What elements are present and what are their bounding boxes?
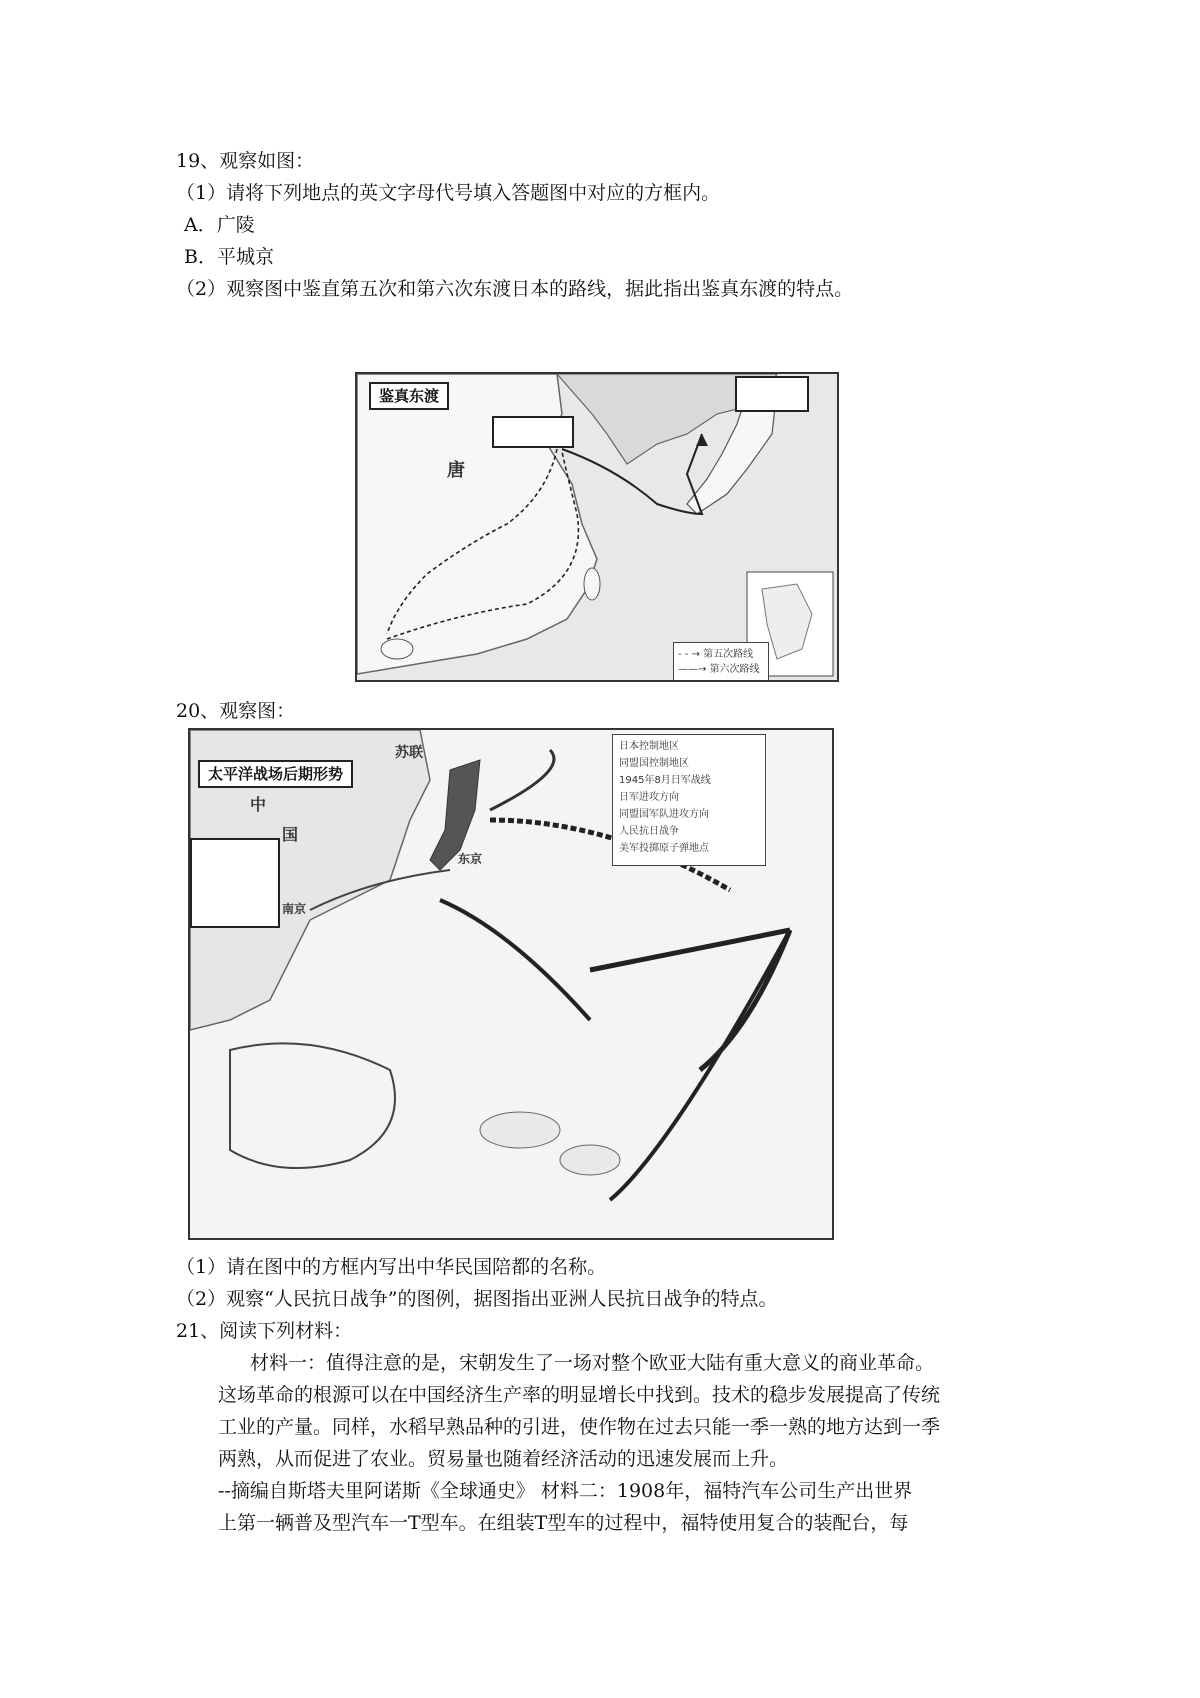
q21-line-5: --摘编自斯塔夫里阿诺斯《全球通史》 材料二：1908年，福特汽车公司生产出世界	[218, 1480, 913, 1502]
jianzhen-map-drawing	[357, 374, 837, 680]
legend-japan-attack: 日军进攻方向	[619, 792, 679, 803]
map-label-ussr: 苏联	[395, 745, 423, 761]
jianzhen-map	[355, 372, 839, 682]
q19-heading: 19、观察如图：	[176, 150, 315, 172]
q20-part1: （1）请在图中的方框内写出中华民国陪都的名称。	[176, 1256, 607, 1278]
jianzhen-map-title: 鉴真东渡	[369, 382, 449, 410]
pacific-war-map	[188, 728, 834, 1240]
map-label-guo: 国	[282, 825, 299, 844]
q21-line-6: 上第一辆普及型汽车一T型车。在组装T型车的过程中，福特使用复合的装配台，每	[218, 1512, 909, 1534]
answer-box-a[interactable]	[492, 416, 574, 448]
legend-japan-controlled: 日本控制地区	[619, 741, 679, 752]
legend-atomic-bomb: 美军投掷原子弹地点	[619, 843, 709, 854]
q20-heading: 20、观察图：	[176, 700, 296, 722]
q21-line-1: 材料一：值得注意的是，宋朝发生了一场对整个欧亚大陆有重大意义的商业革命。	[250, 1352, 935, 1374]
legend-route-6: ——→ 第六次路线	[678, 664, 760, 675]
legend-allied-controlled: 同盟国控制地区	[619, 758, 689, 769]
answer-box-b[interactable]	[735, 376, 809, 412]
answer-box-capital[interactable]	[190, 838, 280, 928]
q21-line-4: 两熟，从而促进了农业。贸易量也随着经济活动的迅速发展而上升。	[218, 1448, 789, 1470]
q21-line-3: 工业的产量。同样，水稻早熟品种的引进，使作物在过去只能一季一熟的地方达到一季	[218, 1416, 941, 1438]
q19-part2: （2）观察图中鉴直第五次和第六次东渡日本的路线，据此指出鉴真东渡的特点。	[176, 278, 854, 300]
q19-option-a: A．广陵	[184, 214, 255, 236]
q19-part1: （1）请将下列地点的英文字母代号填入答题图中对应的方框内。	[176, 182, 721, 204]
legend-allied-attack: 同盟国军队进攻方向	[619, 809, 709, 820]
map-label-zhong: 中	[250, 795, 267, 814]
q21-heading: 21、阅读下列材料：	[176, 1320, 353, 1342]
legend-people-war: 人民抗日战争	[619, 826, 679, 837]
q19-option-b: B．平城京	[184, 246, 274, 268]
legend-japan-frontline: 1945年8月日军战线	[619, 775, 711, 786]
pacific-war-map-title: 太平洋战场后期形势	[198, 760, 353, 788]
legend-route-5: - - → 第五次路线	[678, 649, 754, 660]
jianzhen-map-legend	[673, 642, 769, 682]
map-label-nanjing: 南京	[282, 902, 307, 916]
q21-line-2: 这场革命的根源可以在中国经济生产率的明显增长中找到。技术的稳步发展提高了传统	[218, 1384, 941, 1406]
pacific-war-map-legend	[612, 734, 766, 866]
jianzhen-map-label-tang: 唐	[447, 460, 465, 481]
map-label-tokyo: 东京	[458, 852, 483, 866]
q20-part2: （2）观察“人民抗日战争”的图例，据图指出亚洲人民抗日战争的特点。	[176, 1288, 778, 1310]
